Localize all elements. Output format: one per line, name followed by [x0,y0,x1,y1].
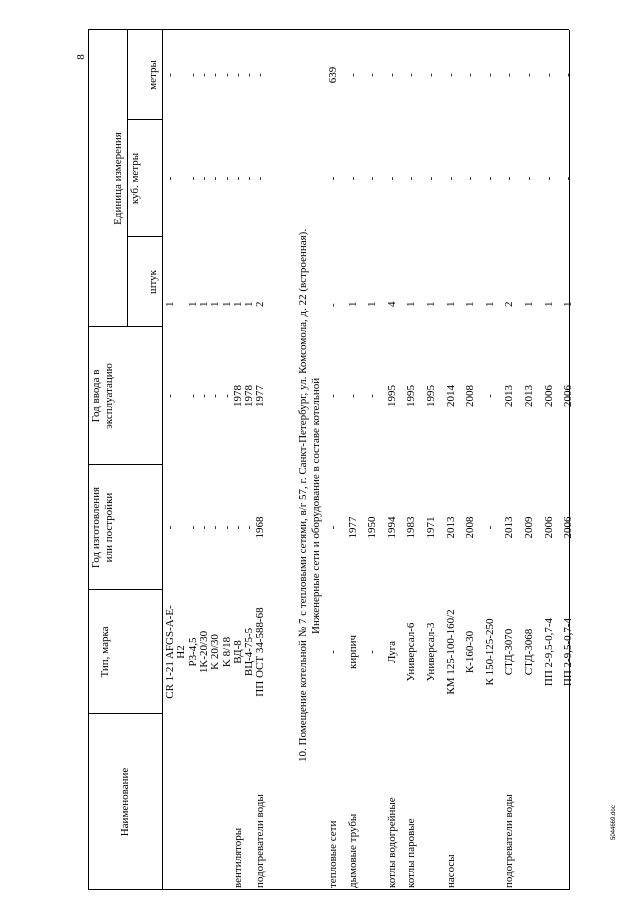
cell-pcs: 1 [562,301,575,307]
cell-m: - [197,73,210,77]
cell-year-in: - [346,394,359,398]
cell-m: - [231,73,244,77]
cell-type: ВЦ-4-75-5 [243,627,256,677]
cell-m: - [366,73,379,77]
cell-name: подогреватели воды [503,794,516,888]
header-year-in-line1: Год ввода в [90,369,102,423]
cell-type: Универсал-3 [425,622,437,682]
cell-m: - [425,73,437,77]
cell-pcs: 1 [186,301,199,307]
cell-year-in: - [186,394,199,398]
cell-type: - [366,650,379,654]
cell-year-made: 2006 [542,516,555,539]
cell-name: тепловые сети [327,820,339,888]
header-year-made-line2: или постройки [103,492,115,563]
cell-m: - [405,73,418,77]
cell-m3: - [186,176,199,181]
cell-type: ВД-8 [231,640,244,664]
cell-m3: - [231,176,244,181]
cell-year-made: 2013 [503,516,516,539]
cell-m: - [523,73,535,77]
cell-type: Луга [385,640,398,664]
cell-m3: - [503,176,516,181]
cell-m: - [542,73,555,77]
cell-pcs: 2 [503,301,516,307]
cell-m3: - [542,176,555,181]
cell-pcs: 1 [542,301,555,307]
cell-m3: - [197,176,210,181]
section-subtitle: Инженерные сети и оборудование в составе котельной [310,377,322,634]
cell-year-made: 1971 [425,516,437,539]
cell-year-in: 1995 [385,385,398,407]
header-name: Наименование [119,767,131,837]
cell-type: - [327,650,339,654]
cell-m: - [254,73,267,77]
cell-year-made: - [186,525,199,530]
cell-type: 1K-20/30 [197,630,210,674]
cell-year-in: 2006 [542,385,555,407]
cell-pcs: 1 [444,301,457,307]
cell-pcs: - [327,303,339,307]
cell-year-in: 1978 [243,385,256,407]
cell-m: - [346,73,359,77]
cell-pcs: 1 [405,301,418,307]
cell-type: К-160-30 [464,630,477,674]
cell-m: - [164,73,176,77]
cell-year-in: 2006 [562,385,575,407]
cell-m: - [209,73,222,77]
cell-year-in: 1995 [405,385,418,407]
cell-type: K 8/18 [220,636,233,668]
cell-name: дымовые трубы [346,813,359,888]
cell-type: ПП 2-9,5-0,7-4 [542,617,555,687]
cell-year-in: - [164,394,176,398]
cell-pcs: 1 [425,301,437,307]
cell-year-made: 1994 [385,516,398,539]
cell-year-in: 1995 [425,385,437,407]
cell-m3: - [405,176,418,181]
cell-year-made: 1983 [405,516,418,539]
cell-m3: - [425,176,437,181]
cell-m3: - [385,176,398,181]
page-number: 8 [75,54,87,60]
cell-m: - [464,73,477,77]
cell-year-in: - [366,394,379,398]
section-title: 10. Помещение котельной № 7 с тепловыми сетями, в/г 57, г. Санкт-Петербург, ул. Комсомола, д. 22 (встроенная). [297,228,309,762]
cell-year-in: 2008 [464,385,477,407]
table-left-border [88,889,569,890]
cell-m: - [444,73,457,77]
cell-m: - [483,73,496,77]
cell-year-made: - [197,525,210,530]
cell-type: ПП 2-9,5-0,7-4 [562,617,575,687]
cell-m: - [503,73,516,77]
cell-m3: - [209,176,222,181]
cell-year-in: 1978 [231,385,244,407]
cell-name: котлы водогрейные [385,797,398,888]
cell-name: насосы [444,854,457,888]
cell-year-in: 2014 [444,385,457,407]
header-type-brand: Тип, марка [99,626,111,678]
table-top-border [88,30,89,890]
cell-pcs: 2 [254,301,267,307]
cell-pcs: 4 [385,301,398,307]
footer-filename: 5044669.doc [611,805,617,840]
cell-year-made: - [209,525,222,530]
cell-year-made: 1968 [254,516,267,539]
unit-group-divider [127,30,128,327]
cell-year-made: 2009 [523,516,535,539]
cell-m: - [243,73,256,77]
cell-year-in: - [197,394,210,398]
cell-year-in: - [209,394,222,398]
cell-year-in: - [483,394,496,398]
cell-year-made: - [327,525,339,530]
cell-year-in: 1977 [254,385,267,407]
cell-type: H2 [175,645,188,659]
header-unit-m: метры [147,60,159,90]
cell-m: - [186,73,199,77]
cell-m: - [220,73,233,77]
cell-type: CR 1-21 AFGS-A-E- [164,605,176,699]
cell-year-made: 2008 [464,516,477,539]
cell-pcs: 1 [346,301,359,307]
cell-type: кирпич [346,634,359,670]
cell-type: Универсал-6 [405,622,418,682]
cell-m3: - [366,176,379,181]
cell-m3: - [523,176,535,181]
header-unit-group: Единица измерения [112,132,124,225]
cell-year-in: - [327,394,339,398]
cell-year-in: 2013 [523,385,535,407]
cell-pcs: 1 [231,301,244,307]
header-year-made-line1: Год изготовления [90,486,102,569]
cell-m3: - [444,176,457,181]
cell-m3: - [464,176,477,181]
cell-m3: - [562,176,575,181]
cell-type: СТД-3068 [523,628,535,676]
cell-pcs: 1 [464,301,477,307]
cell-type: КМ 125-100-160/2 [444,609,457,695]
cell-m3: - [164,176,176,181]
cell-year-made: - [220,525,233,530]
cell-type: СТД-3070 [503,628,516,676]
cell-m3: - [243,176,256,181]
cell-m3: - [327,176,339,181]
cell-pcs: 1 [366,301,379,307]
cell-type: К 150-125-250 [483,618,496,686]
cell-year-made: - [243,525,256,530]
cell-name: котлы паровые [405,818,418,888]
cell-year-made: 2006 [562,516,575,539]
cell-year-in: - [220,394,233,398]
cell-pcs: 1 [483,301,496,307]
cell-type: K 20/30 [209,634,222,670]
cell-pcs: 1 [164,301,176,307]
cell-pcs: 1 [220,301,233,307]
cell-year-made: 1950 [366,516,379,539]
cell-m: - [562,73,575,77]
cell-m: 639 [327,66,339,84]
header-year-in-line2: эксплуатацию [103,363,115,429]
header-unit-pcs: штук [147,270,159,294]
cell-type: P3-4,5 [186,637,199,667]
cell-name: подогреватели воды [254,794,267,888]
cell-year-made: 1977 [346,516,359,539]
cell-name: вентиляторы [231,827,244,888]
cell-year-made: - [231,525,244,530]
cell-pcs: 1 [523,301,535,307]
cell-pcs: 1 [209,301,222,307]
cell-m: - [385,73,398,77]
cell-type: ПП ОСТ 34-588-68 [254,607,267,697]
cell-pcs: 1 [243,301,256,307]
cell-m3: - [220,176,233,181]
cell-m3: - [346,176,359,181]
cell-year-made: 2013 [444,516,457,539]
cell-year-in: 2013 [503,385,516,407]
header-unit-m3: куб. метры [129,152,141,205]
cell-m3: - [483,176,496,181]
header-bottom-border [162,30,163,890]
cell-year-made: - [483,525,496,530]
cell-pcs: 1 [197,301,210,307]
cell-year-made: - [164,525,176,530]
cell-m3: - [254,176,267,181]
